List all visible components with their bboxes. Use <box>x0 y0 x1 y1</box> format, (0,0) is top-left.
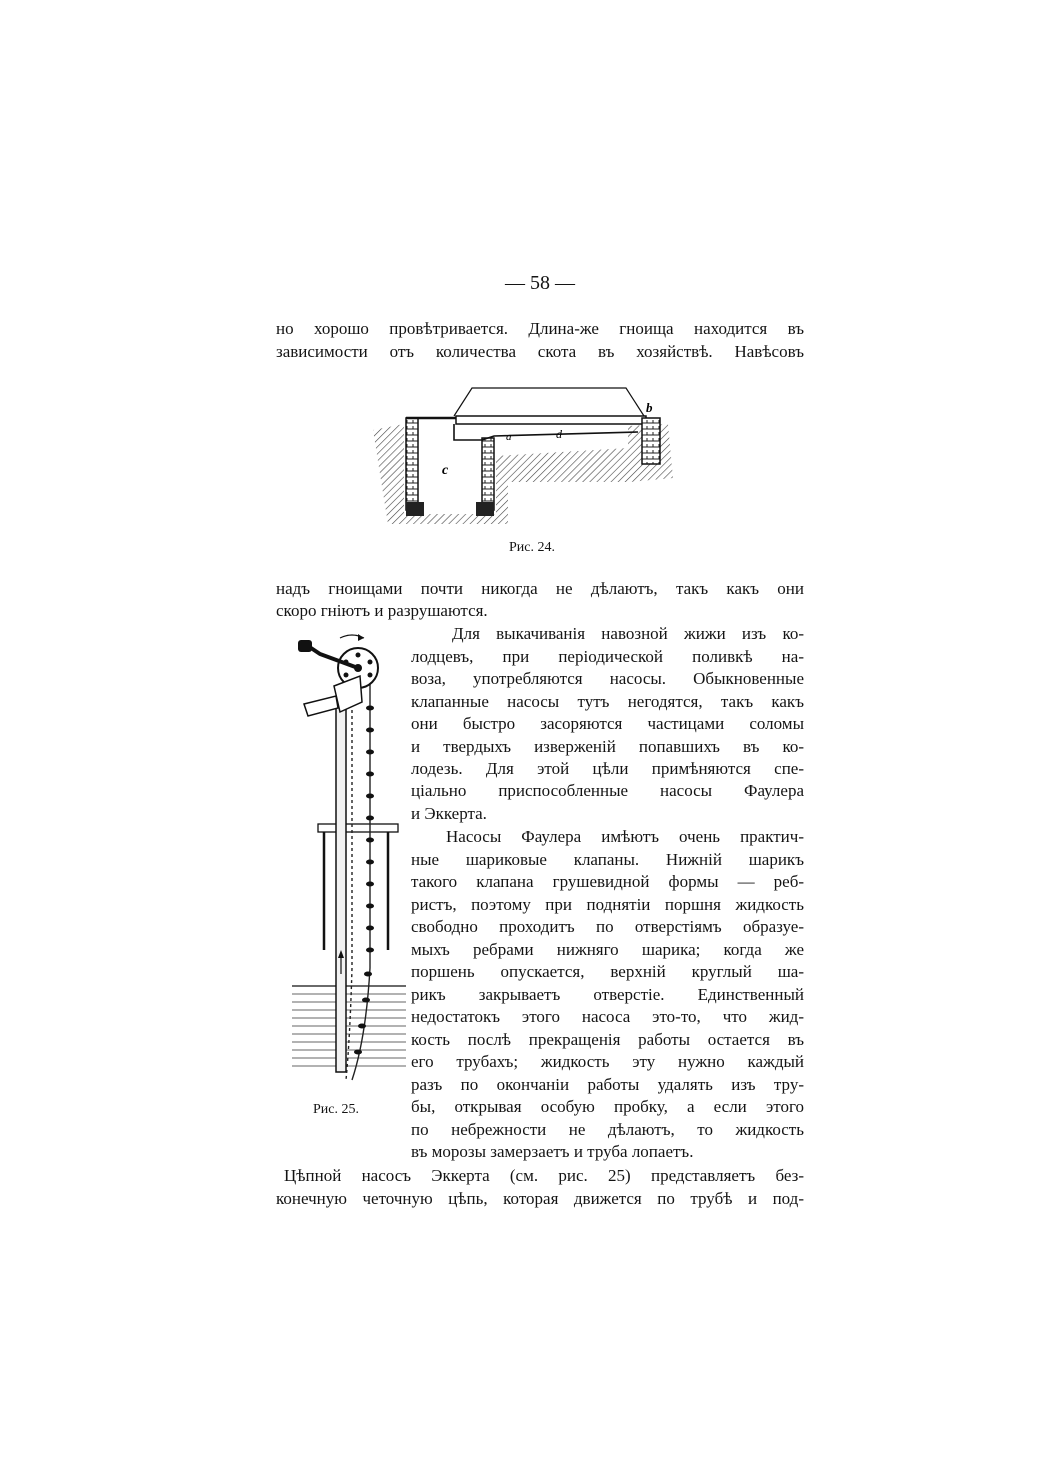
figure-24-caption: Рис. 24. <box>509 540 555 555</box>
text-line: свободно проходитъ по отверстіямъ образуе- <box>411 917 804 936</box>
manure-floor-slab <box>456 416 646 424</box>
text-line: и твердыхъ изверженій попавшихъ въ ко- <box>411 737 804 756</box>
text-line: воза, употребляются насосы. Обыкновенные <box>411 669 804 688</box>
text-line: клапанные насосы тутъ негодятся, такъ какъ <box>411 692 804 711</box>
text-line: недостатокъ этого насоса это-то, что жид- <box>411 1007 804 1026</box>
text-line: Для выкачиванія навозной жижи изъ ко- <box>452 624 804 643</box>
end-wall <box>642 418 660 464</box>
figure-25-eckert-chain-pump <box>290 628 408 1106</box>
support-beam <box>318 824 398 832</box>
text-line: бы, открывая особую пробку, а если этого <box>411 1097 804 1116</box>
chain-descending <box>346 698 352 1080</box>
pit-wall-right <box>482 438 494 510</box>
text-line: ные шариковые клапаны. Нижній шарикъ <box>411 850 804 869</box>
label-b: b <box>646 400 653 415</box>
text-line: Цѣпной насосъ Эккерта (см. рис. 25) представляетъ без- <box>284 1166 804 1185</box>
pit-base-right <box>476 502 494 516</box>
text-line: въ морозы замерзаетъ и труба лопаетъ. <box>411 1142 694 1161</box>
text-line: ристъ, поэтому при поднятіи поршня жидкость <box>411 895 804 914</box>
text-line: и Эккерта. <box>411 804 487 823</box>
text-line: зависимости отъ количества скота въ хозяйствѣ. Навѣсовъ <box>276 342 804 361</box>
outlet-spout <box>304 696 338 716</box>
label-a: a <box>506 431 512 443</box>
text-line: скоро гніютъ и разрушаются. <box>276 601 488 620</box>
pit-interior <box>416 424 484 506</box>
text-line: такого клапана грушевидной формы — реб- <box>411 872 804 891</box>
rotation-arrowhead <box>358 634 364 641</box>
text-line: лодцевъ, при періодической поливкѣ на- <box>411 647 804 666</box>
text-line: лодезь. Для этой цѣли примѣняются спе- <box>411 759 804 778</box>
text-line: поршень опускается, верхній круглый ша- <box>411 962 804 981</box>
text-line: его трубахъ; жидкость эту нужно каждый <box>411 1052 804 1071</box>
text-line: мыхъ ребрами нижняго шарика; когда же <box>411 940 804 959</box>
label-c: c <box>442 463 449 478</box>
figure-24-manure-pit-diagram <box>368 378 680 524</box>
canopy-outline <box>454 388 644 416</box>
text-line: Насосы Фаулера имѣютъ очень практич- <box>446 827 804 846</box>
text-line: конечную четочную цѣпь, которая движется по трубѣ и под- <box>276 1189 804 1208</box>
text-line: надъ гноищами почти никогда не дѣлаютъ, такъ какъ они <box>276 579 804 598</box>
chain-ascending <box>352 678 370 1080</box>
text-line: по небрежности не дѣлаютъ, то жидкость <box>411 1120 804 1139</box>
text-line: ціально приспособленные насосы Фаулера <box>411 781 804 800</box>
page-number: — 58 — <box>505 272 575 294</box>
text-line: кость послѣ прекращенія работы остается въ <box>411 1030 804 1049</box>
text-line: но хорошо провѣтривается. Длина-же гноища находится въ <box>276 319 804 338</box>
text-line: разъ по окончаніи работы удалять изъ тру- <box>411 1075 804 1094</box>
figure-25-caption: Рис. 25. <box>313 1102 359 1117</box>
label-d: d <box>556 427 562 441</box>
pit-base-left <box>406 502 424 516</box>
text-line: они быстро засоряются частицами соломы <box>411 714 804 733</box>
crank-grip <box>298 640 312 652</box>
text-line: рикъ закрываетъ отверстіе. Единственный <box>411 985 804 1004</box>
pit-wall-left <box>406 418 418 510</box>
pump-pipe <box>336 706 346 1072</box>
